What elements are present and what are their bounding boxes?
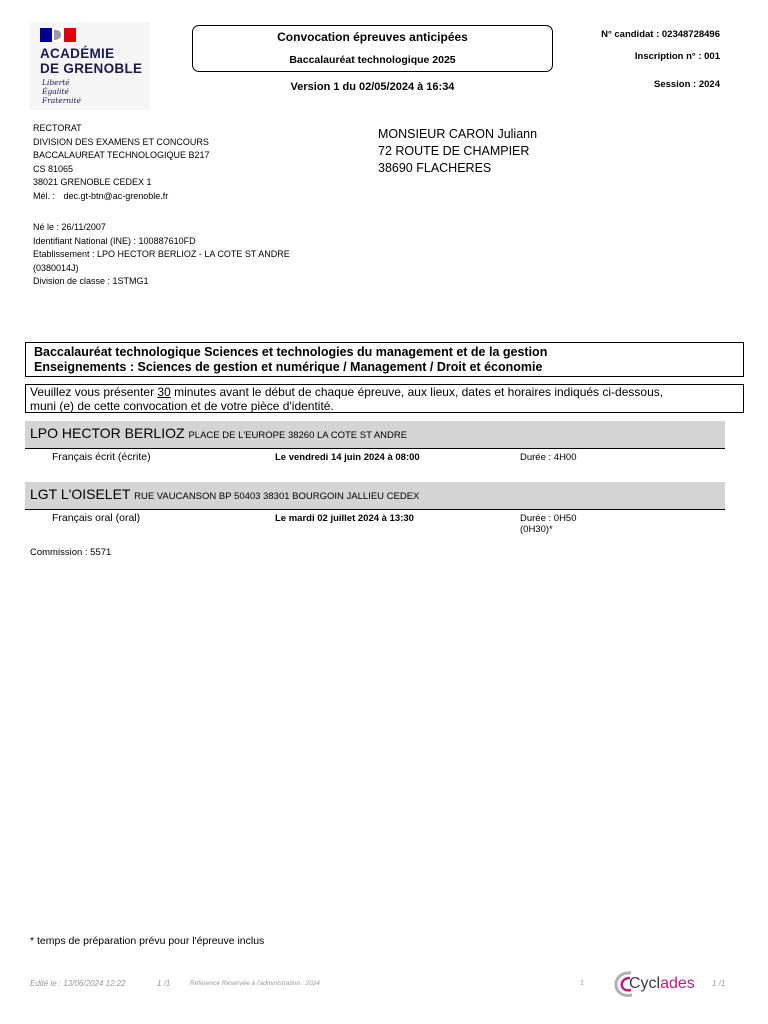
document-title: Convocation épreuves anticipées [277,30,468,44]
document-version: Version 1 du 02/05/2024 à 16:34 [290,81,455,93]
exam-title-box [25,342,744,377]
notice-line-2: muni (e) de cette convocation et de votre pièce d'identité. [30,399,334,413]
cyclades-wordmark [629,975,695,993]
logo-academie-text: ACADÉMIE [40,46,115,61]
venue-address: RUE VAUCANSON BP 50403 38301 BOURGOIN JALLIEU CEDEX [134,491,420,502]
commission-number: Commission : 5571 [30,547,112,558]
candidate-number: N° candidat : 02348728496 [601,29,720,40]
sender-line: 38021 GRENOBLE CEDEX 1 [33,177,152,188]
brand-part-dark: Cycl [629,975,661,992]
sender-line: BACCALAUREAT TECHNOLOGIQUE B217 [33,150,210,161]
recipient-street: 72 ROUTE DE CHAMPIER [378,144,530,158]
footer-edited-date: Edité le : 13/06/2024 12:22 [30,979,126,988]
venue-title [30,425,407,441]
sender-line: DIVISION DES EXAMENS ET CONCOURS [33,136,209,147]
exam-duration: Durée : 4H00 [520,452,577,463]
recipient-name: MONSIEUR CARON Juliann [378,127,538,141]
recipient-city: 38690 FLACHERES [378,161,492,175]
exam-subjects: Enseignements : Sciences de gestion et numérique / Management / Droit et économie [34,360,543,374]
venue-header [25,421,725,449]
notice-line-1 [30,385,663,399]
document-title-box [192,25,553,72]
candidate-ine: Identifiant National (INE) : 100887610FD [33,235,196,246]
exam-subject: Français écrit (écrite) [52,451,151,463]
venue-name: LPO HECTOR BERLIOZ [30,425,185,441]
exam-subject: Français oral (oral) [52,512,141,524]
brand-part-accent: ades [660,975,695,992]
footer-page-number-right: 1 /1 [712,979,726,988]
inscription-number: Inscription n° : 001 [634,51,720,62]
candidate-establishment-code: (0380014J) [33,262,79,273]
sender-mail-row [33,190,210,204]
document-subtitle: Baccalauréat technologique 2025 [289,54,456,66]
logo-motto-fraternite: Fraternité [42,96,81,105]
footer-reference: Référence Réservée à l'administration : 2024 [190,980,320,987]
notice-minutes: 30 [157,385,171,399]
session-label: Session : 2024 [653,79,720,90]
notice-box [25,384,744,413]
footnote: * temps de préparation prévu pour l'épreuve inclus [30,935,265,947]
exam-date: Le vendredi 14 juin 2024 à 08:00 [275,452,420,463]
academie-logo [30,22,150,110]
exam-preparation-time: (0H30)* [520,524,553,535]
venue-name: LGT L'OISELET [30,486,131,502]
logo-motto-egalite: Égalité [42,87,69,96]
sender-address [33,122,210,204]
sender-mail-label: Mél. : [33,190,56,201]
marianne-flag-icon [40,28,76,42]
logo-region-text: DE GRENOBLE [40,61,143,76]
exam-duration: Durée : 0H50 [520,513,577,524]
exam-date: Le mardi 02 juillet 2024 à 13:30 [275,513,414,524]
candidate-establishment: Etablissement : LPO HECTOR BERLIOZ - LA COTE ST ANDRE [33,249,290,260]
sender-line: RECTORAT [33,123,82,133]
candidate-birthdate: Né le : 26/11/2007 [33,222,106,232]
exam-title: Baccalauréat technologique Sciences et technologies du management et de la gestion [34,345,548,359]
footer-page-number: 1 /1 [157,979,171,988]
candidate-info [33,221,290,289]
notice-text: minutes avant le début de chaque épreuve, aux lieux, dates et horaires indiqués ci-dessous, [170,385,664,399]
sender-line: CS 81065 [33,163,74,174]
venue-title [30,486,419,502]
footer-mark: 1 [580,980,584,987]
cyclades-logo [613,969,703,999]
venue-address: PLACE DE L'EUROPE 38260 LA COTE ST ANDRE [188,430,408,441]
sender-mail-link[interactable]: dec.gt-btn@ac-grenoble.fr [63,190,169,201]
notice-text: Veuillez vous présenter [30,385,158,399]
logo-motto-liberte: Liberté [42,78,70,87]
candidate-class: Division de classe : 1STMG1 [33,276,149,287]
venue-header [25,482,725,510]
